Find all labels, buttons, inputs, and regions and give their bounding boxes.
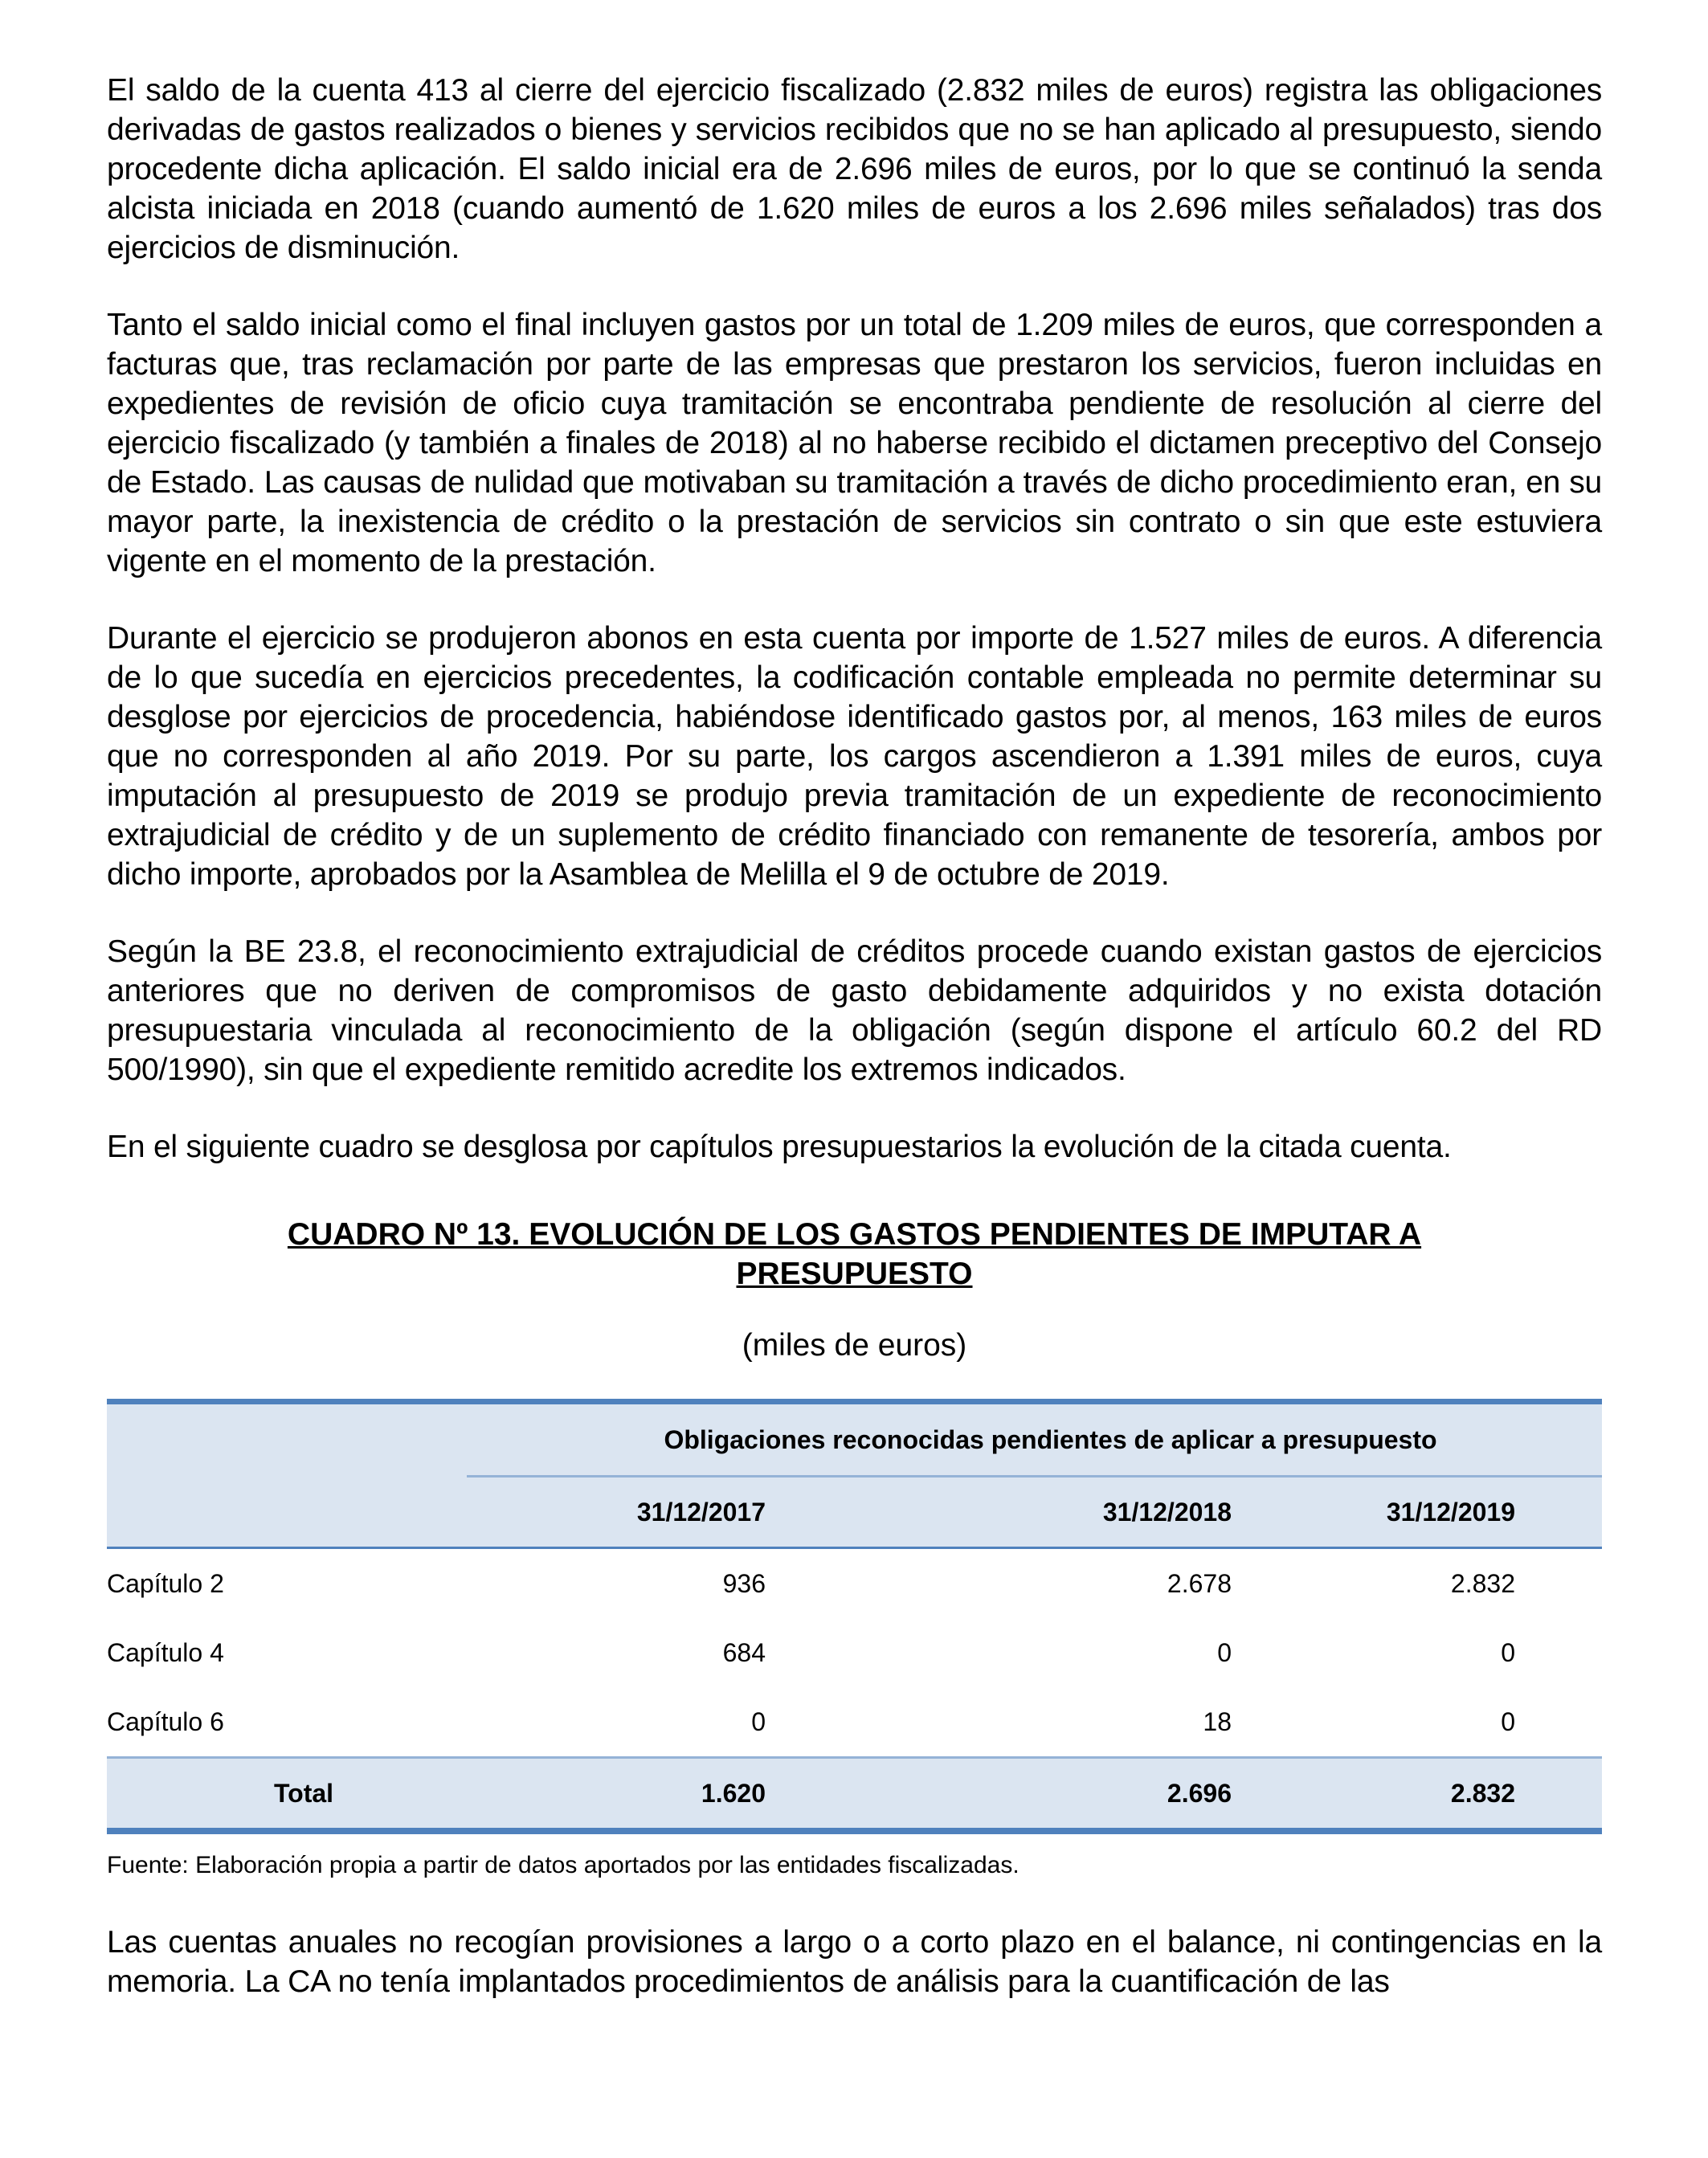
row-label: Capítulo 2	[107, 1568, 224, 1598]
cell-value: 0	[1217, 1637, 1232, 1667]
table-row	[107, 1687, 1602, 1758]
cell-value: 0	[1501, 1706, 1515, 1736]
paragraph-provisiones: Las cuentas anuales no recogían provisiones a largo o a corto plazo en el balance, ni contingencias en la memoria. La CA no tenía implantados procedimientos de análisis para la cuantificación de las	[107, 1925, 1602, 1999]
cell-value: 0	[1501, 1637, 1515, 1667]
table-row	[107, 1618, 1602, 1687]
paragraph-saldo-inicial-final: Tanto el saldo inicial como el final incluyen gastos por un total de 1.209 miles de euros, que corresponden a facturas que, tras reclamación por parte de las empresas que prestaron los servicios, fueron incluidas en expedientes de revisión de oficio cuya tramitación se encontraba pendiente de resolución al cierre del ejercicio fiscalizado (y también a finales de 2018) al no haberse recibido el dictamen preceptivo del Consejo de Estado. Las causas de nulidad que motivaban su tramitación a través de dicho procedimiento eran, en su mayor parte, la inexistencia de crédito o la prestación de servicios sin contrato o sin que este estuviera vigente en el momento de la prestación.	[107, 308, 1602, 578]
total-value: 1.620	[467, 1758, 766, 1832]
table-units: (miles de euros)	[742, 1328, 967, 1363]
cell-value: 0	[751, 1706, 766, 1736]
column-header-2017: 31/12/2017	[467, 1477, 766, 1548]
row-label: Capítulo 4	[107, 1637, 224, 1667]
table-corner-cell	[107, 1402, 467, 1477]
cell-value: 18	[1203, 1706, 1232, 1736]
paragraph-table-intro: En el siguiente cuadro se desglosa por capítulos presupuestarios la evolución de la citada cuenta.	[107, 1130, 1452, 1164]
column-header-2019: 31/12/2019	[1232, 1477, 1602, 1548]
total-label: Total	[107, 1758, 467, 1832]
cell-value: 684	[722, 1637, 766, 1667]
table-column-header-row	[107, 1477, 1602, 1548]
cell-value: 2.678	[1167, 1568, 1232, 1598]
cell-value: 936	[722, 1568, 766, 1598]
table-title: CUADRO Nº 13. EVOLUCIÓN DE LOS GASTOS PENDIENTES DE IMPUTAR A PRESUPUESTO	[287, 1217, 1422, 1291]
table-group-header: Obligaciones reconocidas pendientes de aplicar a presupuesto	[467, 1402, 1602, 1477]
total-value: 2.696	[766, 1758, 1232, 1832]
cell-value: 2.832	[1450, 1568, 1515, 1598]
paragraph-reconocimiento-extrajudicial: Según la BE 23.8, el reconocimiento extrajudicial de créditos procede cuando existan gastos de ejercicios anteriores que no deriven de compromisos de gasto debidamente adquiridos y no exista dotación presupuestaria vinculada al reconocimiento de la obligación (según dispone el artículo 60.2 del RD 500/1990), sin que el expediente remitido acredite los extremos indicados.	[107, 934, 1602, 1087]
paragraph-abonos-cargos: Durante el ejercicio se produjeron abonos en esta cuenta por importe de 1.527 miles de euros. A diferencia de lo que sucedía en ejercicios precedentes, la codificación contable empleada no permite determinar su desglose por ejercicios de procedencia, habiéndose identificado gastos por, al menos, 163 miles de euros que no corresponden al año 2019. Por su parte, los cargos ascendieron a 1.391 miles de euros, cuya imputación al presupuesto de 2019 se produjo previa tramitación de un expediente de reconocimiento extrajudicial de crédito y de un suplemento de crédito financiado con remanente de tesorería, ambos por dicho importe, aprobados por la Asamblea de Melilla el 9 de octubre de 2019.	[107, 621, 1602, 892]
paragraph-saldo-cuenta-413: El saldo de la cuenta 413 al cierre del ejercicio fiscalizado (2.832 miles de euros) registra las obligaciones derivadas de gastos realizados o bienes y servicios recibidos que no se han aplicado al presupuesto, siendo procedente dicha aplicación. El saldo inicial era de 2.696 miles de euros, por lo que se continuó la senda alcista iniciada en 2018 (cuando aumentó de 1.620 miles de euros a los 2.696 miles señalados) tras dos ejercicios de disminución.	[107, 73, 1602, 265]
table-group-header-row	[107, 1402, 1602, 1477]
table-source-note: Fuente: Elaboración propia a partir de datos aportados por las entidades fiscalizadas.	[107, 1852, 1019, 1878]
column-header-2018: 31/12/2018	[766, 1477, 1232, 1548]
row-label: Capítulo 6	[107, 1706, 224, 1736]
table-corner-cell-2	[107, 1477, 467, 1548]
table-total-row	[107, 1758, 1602, 1832]
document-page	[107, 71, 1602, 2039]
total-value: 2.832	[1232, 1758, 1602, 1832]
expenses-table	[107, 1399, 1602, 1834]
table-row	[107, 1548, 1602, 1619]
